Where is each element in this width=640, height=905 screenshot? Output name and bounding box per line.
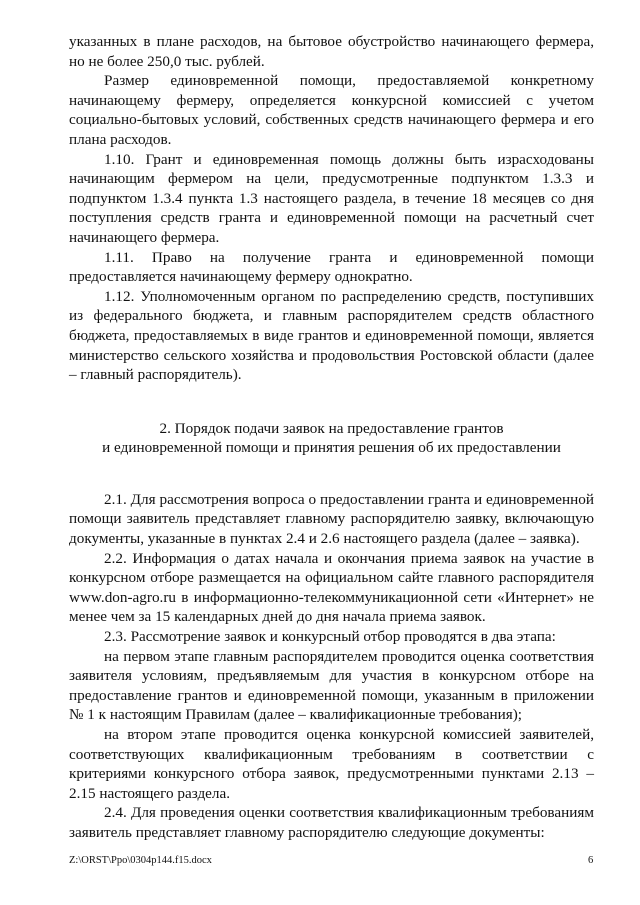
paragraph: Размер единовременной помощи, предоставляемой конкретному начинающему фермеру, определяется конкурсной комиссией с учетом социально-бытовых условий, собственных средств начинающего фермера и его плана расходов. bbox=[69, 72, 594, 148]
footer-file-path: Z:\ORST\Ppo\0304p144.f15.docx bbox=[69, 855, 212, 866]
paragraph: 2.3. Рассмотрение заявок и конкурсный отбор проводятся в два этапа: bbox=[104, 628, 556, 646]
paragraph: 1.10. Грант и единовременная помощь должны быть израсходованы начинающим фермером на цели, предусмотренные подпунктом 1.3.3 и подпунктом 1.3.4 пункта 1.3 настоящего раздела, в течение 18 месяцев со дня поступления средств гранта и единовременной помощи на расчетный счет начинающего фермера. bbox=[69, 150, 594, 246]
paragraph: 2.4. Для проведения оценки соответствия квалификационным требованиям заявитель представляет главному распорядителю следующие документы: bbox=[69, 804, 594, 841]
paragraph: на первом этапе главным распорядителем проводится оценка соответствия заявителя условиям, предъявляемым для участия в конкурсном отборе на предоставление грантов и единовременной помощи, указанным в приложении № 1 к настоящим Правилам (далее – квалификационные требования); bbox=[69, 647, 594, 724]
paragraph: 1.12. Уполномоченным органом по распределению средств, поступивших из федерального бюджета, и главным распорядителем средств областного бюджета, предоставляемых в виде грантов и единовременной помощи, является министерство сельского хозяйства и продовольствия Ростовской области (далее – главный распорядитель). bbox=[69, 287, 594, 384]
document-body bbox=[69, 32, 594, 843]
section-heading bbox=[69, 419, 594, 458]
section-paragraphs bbox=[69, 490, 594, 843]
paragraph: 2.2. Информация о датах начала и окончания приема заявок на участие в конкурсном отборе размещается на официальном сайте главного распорядителя www.don-agro.ru в информационно-телекоммуникационной сети «Интернет» не менее чем за 15 календарных дней до дня начала приема заявок. bbox=[69, 549, 594, 626]
paragraph: на втором этапе проводится оценка конкурсной комиссией заявителей, соответствующих квалификационным требованиям в соответствии с критериями конкурсного отбора заявок, предусмотренными пунктами 2.13 – 2.15 настоящего раздела. bbox=[69, 726, 594, 802]
section-heading-line-1: 2. Порядок подачи заявок на предоставление грантов bbox=[159, 419, 504, 437]
paragraph: указанных в плане расходов, на бытовое обустройство начинающего фермера, но не более 250,0 тыс. рублей. bbox=[69, 33, 594, 70]
footer-page-number: 6 bbox=[588, 855, 594, 866]
section-heading-line-2: и единовременной помощи и принятия решения об их предоставлении bbox=[102, 439, 561, 457]
paragraph: 1.11. Право на получение гранта и единовременной помощи предоставляется начинающему фермеру однократно. bbox=[69, 248, 594, 286]
intro-paragraphs bbox=[69, 32, 594, 385]
paragraph: 2.1. Для рассмотрения вопроса о предоставлении гранта и единовременной помощи заявитель представляет главному распорядителю заявку, включающую документы, указанные в пунктах 2.4 и 2.6 настоящего раздела (далее – заявка). bbox=[69, 490, 594, 548]
